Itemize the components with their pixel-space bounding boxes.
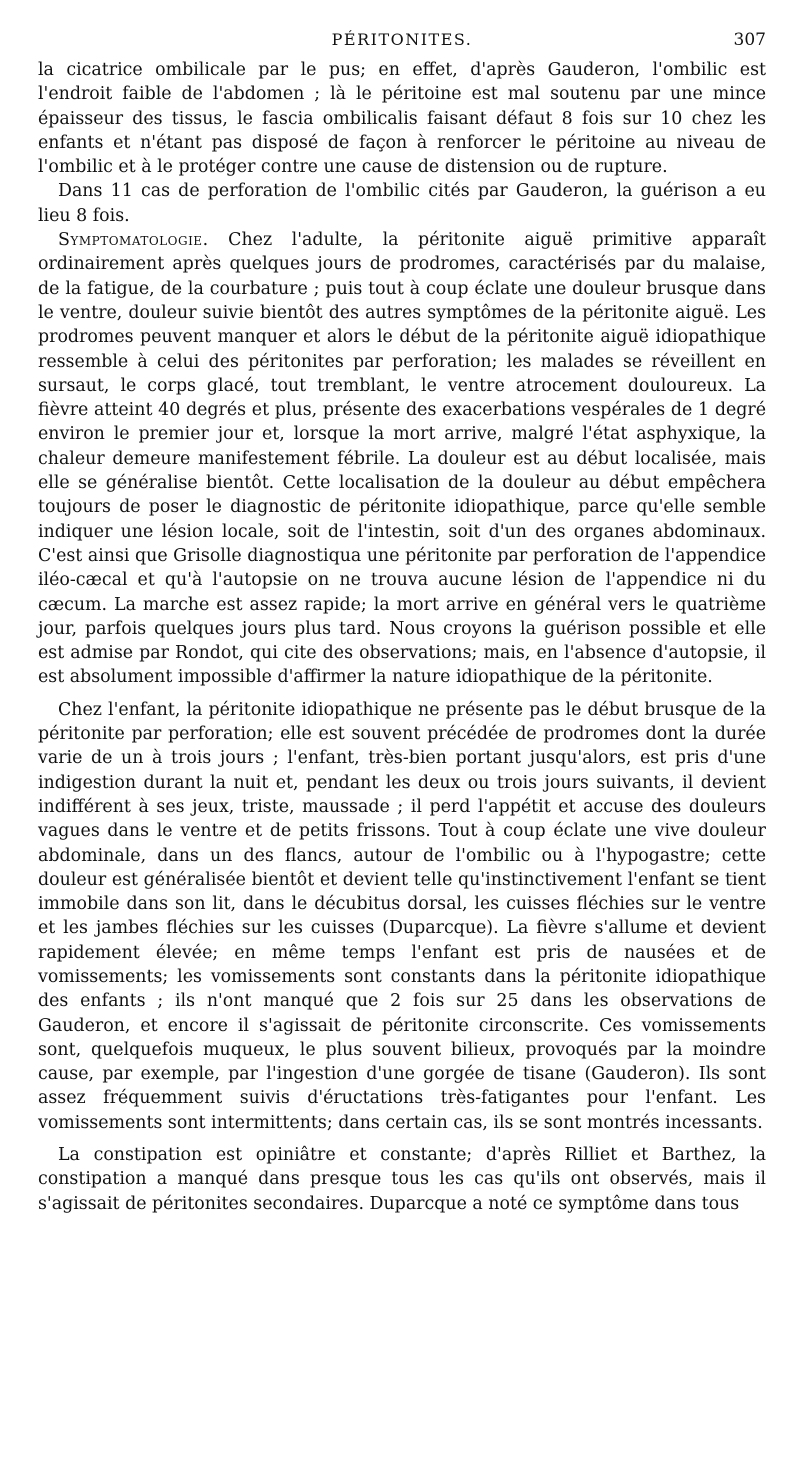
body-text xyxy=(38,58,766,1216)
paragraph-text: la cicatrice ombilicale par le pus; en effet, d'après Gauderon, l'ombilic est l'endroit faible de l'abdomen ; là le péritoine est mal soutenu par une mince épaisseur des tissus, le fascia ombilicalis faisant défaut 8 fois sur 10 chez les enfants et n'étant pas disposé de façon à renforcer le péritoine au niveau de l'ombilic et à le protéger contre une cause de distension ou de rupture. xyxy=(38,60,766,178)
paragraph-symptomatologie xyxy=(38,228,766,690)
paragraph-constipation xyxy=(38,1143,766,1216)
paragraph-enfant xyxy=(38,698,766,1135)
paragraph-text: Dans 11 cas de perforation de l'ombilic cités par Gauderon, la guérison a eu lieu 8 fois. xyxy=(38,181,766,226)
paragraph-text: Chez l'adulte, la péritonite aiguë primitive apparaît ordinairement après quelques jours de prodromes, caractérisés par du malaise, de la fatigue, de la courbature ; puis tout à coup éclate une douleur brusque dans le ventre, douleur suivie bientôt des autres symptômes de la péritonite aiguë. Les prodromes peuvent manquer et alors le début de la péritonite aiguë idiopathique ressemble à celui des péritonites par perforation; les malades se réveillent en sursaut, le corps glacé, tout tremblant, le ventre atrocement douloureux. La fièvre atteint 40 degrés et plus, présente des exacerbations vespérales de 1 degré environ le premier jour et, lorsque la mort arrive, malgré l'état asphyxique, la chaleur demeure manifestement fébrile. La douleur est au début localisée, mais elle se généralise bientôt. Cette localisation de la douleur au début empêchera toujours de poser le diagnostic de péritonite idiopathique, parce qu'elle semble indiquer une lésion locale, soit de l'intestin, soit d'un des organes abdominaux. C'est ainsi que Grisolle diagnostiqua une péritonite par perforation de l'appendice iléo-cæcal et qu'à l'autopsie on ne trouva aucune lésion de l'appendice ni du cæcum. La marche est assez rapide; la mort arrive en général vers le quatrième jour, parfois quelques jours plus tard. Nous croyons la guérison possible et elle est admise par Rondot, qui cite des observations; mais, en l'absence d'autopsie, il est absolument impossible d'affirmer la nature idiopathique de la péritonite. xyxy=(38,230,766,688)
paragraph-text: La constipation est opiniâtre et constante; d'après Rilliet et Barthez, la constipation a manqué dans presque tous les cas qu'ils ont observés, mais il s'agissait de péritonites secondaires. Duparcque a noté ce symptôme dans tous xyxy=(38,1145,766,1214)
page-number: 307 xyxy=(733,30,766,50)
running-title: PÉRITONITES. xyxy=(331,30,473,49)
paragraph-continuation xyxy=(38,58,766,179)
section-heading: Symptomatologie. xyxy=(58,230,209,251)
page-header xyxy=(38,30,766,58)
paragraph-text: Chez l'enfant, la péritonite idiopathique ne présente pas le début brusque de la péritonite par perforation; elle est souvent précédée de prodromes dont la durée varie de un à trois jours ; l'enfant, très-bien portant jusqu'alors, est pris d'une indigestion durant la nuit et, pendant les deux ou trois jours suivants, il devient indifférent à ses jeux, triste, maussade ; il perd l'appétit et accuse des douleurs vagues dans le ventre et de petits frissons. Tout à coup éclate une vive douleur abdominale, dans un des flancs, autour de l'ombilic ou à l'hypogastre; cette douleur est généralisée bientôt et devient telle qu'instinctivement l'enfant se tient immobile dans son lit, dans le décubitus dorsal, les cuisses fléchies sur le ventre et les jambes fléchies sur les cuisses (Duparcque). La fièvre s'allume et devient rapidement élevée; en même temps l'enfant est pris de nausées et de vomissements; les vomissements sont constants dans la péritonite idiopathique des enfants ; ils n'ont manqué que 2 fois sur 25 dans les observations de Gauderon, et encore il s'agissait de péritonite circonscrite. Ces vomissements sont, quelquefois muqueux, le plus souvent bilieux, provoqués par la moindre cause, par exemple, par l'ingestion d'une gorgée de tisane (Gauderon). Ils sont assez fréquemment suivis d'éructations très-fatigantes pour l'enfant. Les vomissements sont intermittents; dans certain cas, ils se sont montrés incessants. xyxy=(38,699,766,1133)
paragraph-gauderon-cases xyxy=(38,179,766,228)
